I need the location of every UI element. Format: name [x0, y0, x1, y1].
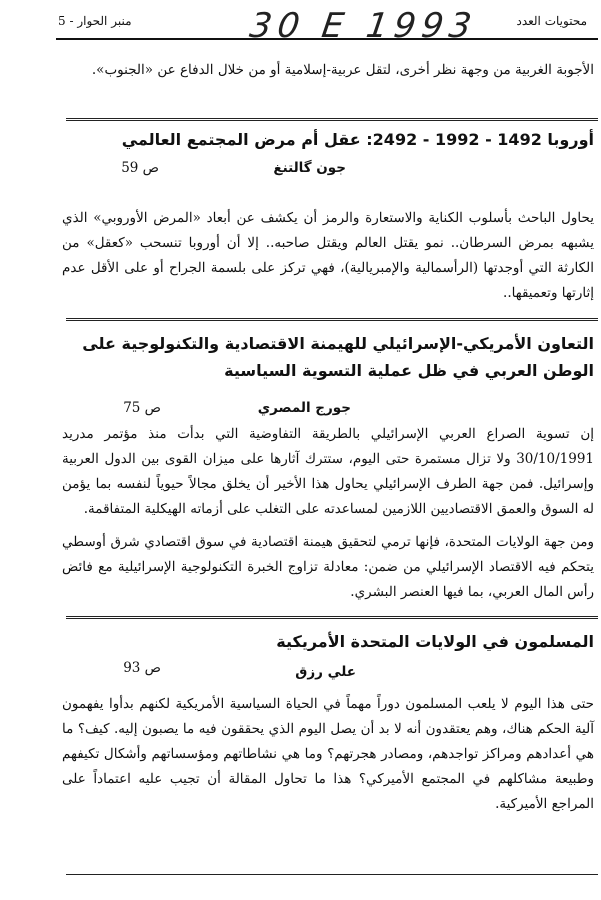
- header-section-title: محتويات العدد: [516, 14, 587, 28]
- intro-block: [62, 58, 594, 83]
- article-paragraph: حتى هذا اليوم لا يلعب المسلمون دوراً مهماً في الحياة السياسية الأمريكية لكنهم بدأوا يفهمون آلية الحكم هناك، وهم يعتقدون أنه لا بد أن يصل اليوم الذي يحققون فيه ما يصبون إليه. كيف؟ ما هي أعدادهم ومراكز تواجدهم، ومصادر هجرتهم؟ وما هي نشاطاتهم ومؤسساتهم وأشكال تكيفهم وطبيعة مشاكلهم في المجتمع الأميركي؟ هذا ما تحاول المقالة أن تجيب عليه اعتماداً على المراجع الأميركية.: [62, 696, 594, 812]
- article-1: [62, 126, 594, 153]
- footer-rule: [66, 874, 598, 875]
- article-1-body: [62, 206, 594, 306]
- article-2-body: [62, 422, 594, 605]
- article-author: جورج المصري: [257, 400, 351, 416]
- article-page-ref: ص 93: [123, 660, 161, 676]
- article-page-ref: ص 75: [123, 400, 161, 416]
- section-divider: [66, 318, 598, 321]
- article-title: التعاون الأمريكي-الإسرائيلي للهيمنة الاقتصادية والتكنولوجية على الوطن العربي في ظل عملية التسوية السياسية: [82, 334, 594, 380]
- article-paragraph: ومن جهة الولايات المتحدة، فإنها ترمي لتحقيق هيمنة اقتصادية في سوق اقتصادي شرق أوسطي يتحكم فيه الاقتصاد الإسرائيلي من ضمن: معادلة تزاوج الخبرة التكنولوجية الإسرائيلية مع فائض رأس المال العربي، بما فيها العنصر البشري.: [62, 534, 594, 600]
- header-page-label: منبر الحوار - 5: [58, 14, 132, 28]
- header-rule: [56, 38, 598, 40]
- section-divider: [66, 616, 598, 619]
- article-2: [62, 330, 594, 384]
- article-title: المسلمون في الولايات المتحدة الأمريكية: [276, 632, 594, 651]
- article-author: علي رزق: [295, 664, 356, 680]
- article-3-body: [62, 692, 594, 817]
- section-divider: [66, 118, 598, 121]
- article-author: جون گالتنغ: [273, 160, 346, 176]
- article-title: أوروبا 1492 - 1992 - 2492: عقل أم مرض المجتمع العالمي: [121, 130, 594, 149]
- article-3: [62, 628, 594, 655]
- article-paragraph: إن تسوية الصراع العربي الإسرائيلي بالطريقة التفاوضية التي بدأت منذ مؤتمر مدريد 30/10/1991 ولا تزال مستمرة حتى اليوم، ستترك آثارها على ميزان القوى بين الدول العربية وإسرائيل. فمن جهة الطرف الإسرائيلي يحاول هذا الأخير أن يخلق مجالاً حيوياً لنفسه بما يؤمن له السوق والعمق الاقتصاديين اللازمين لمساعدته على التغلب على أزماته الهيكلية المتفاقمة.: [62, 426, 594, 517]
- handwritten-annotation: 30 E 1993: [247, 6, 480, 46]
- intro-paragraph: الأجوبة الغربية من وجهة نظر أخرى، لتقل عربية-إسلامية أو من خلال الدفاع عن «الجنوب».: [91, 62, 594, 78]
- article-paragraph: يحاول الباحث بأسلوب الكناية والاستعارة والرمز أن يكشف عن أبعاد «المرض الأوروبي» الذي يشبهه بمرض السرطان.. نمو يقتل العالم ويقتل صاحبه.. إلا أن أوروبا تنسحب «كعقل» من الكارثة التي أوجدتها (الرأسمالية والإمبريالية)، فهي تركز على بلسمة الجراح أو على الأقل عدم إثارتها وتعميقها..: [62, 210, 594, 301]
- article-page-ref: ص 59: [121, 160, 159, 176]
